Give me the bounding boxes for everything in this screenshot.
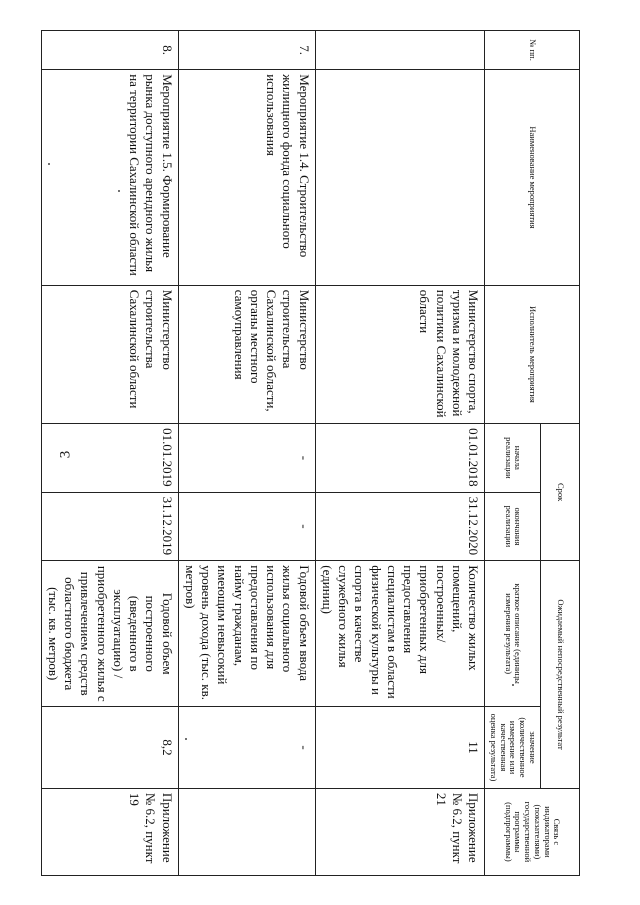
row-desc: Годовой объем построенного (введенного в эксплуатацию) /приобретенного жилья с привлечением средств областного бюджета (тыс. кв. метров) <box>41 561 178 707</box>
header-row <box>541 31 580 876</box>
row-end: 31.12.2020 <box>315 492 485 561</box>
row-desc: Годовой объем ввода жилья социального использования для предоставления по найму гражданам, имеющим невысокий уровень дохода (тыс. кв. метров) <box>178 561 315 707</box>
row-start: 01.01.2018 <box>315 424 485 493</box>
row-name <box>315 70 485 286</box>
header-value: значение (количественное измерение или качественная оценка результата) <box>485 707 541 789</box>
header-expected: Ожидаемый непосредственный результат <box>541 561 580 789</box>
row-start: - <box>178 424 315 493</box>
row-name: Мероприятие 1.4. Строительство жилищного фонда социального использования <box>178 70 315 286</box>
events-table <box>41 30 580 876</box>
scan-speck <box>118 190 120 192</box>
row-num <box>315 31 485 70</box>
header-desc: краткое описание (единицы измерения результата) <box>485 561 541 707</box>
row-name: Мероприятие 1.5. Формирование рынка доступного арендного жилья на территории Сахалинской области <box>41 70 178 286</box>
row-end: 31.12.2019 <box>41 492 178 561</box>
header-start: начала реализации <box>485 424 541 493</box>
scan-speck <box>48 163 50 165</box>
rotated-table-wrapper <box>45 30 580 876</box>
row-executor: Министерство строительства Сахалинской области, органы местного самоуправления <box>178 285 315 423</box>
header-name: Наименование мероприятия <box>485 70 580 286</box>
row-link <box>178 788 315 875</box>
header-period: Срок <box>541 424 580 561</box>
header-executor: Исполнитель мероприятия <box>485 285 580 423</box>
header-end: окончания реализации <box>485 492 541 561</box>
row-executor: Министерство спорта, туризма и молодежной политики Сахалинской области <box>315 285 485 423</box>
page-number: 3 <box>57 450 74 459</box>
row-value: 11 <box>315 707 485 789</box>
table-row <box>41 31 178 876</box>
row-start: 01.01.2019 <box>41 424 178 493</box>
row-desc: Количество жилых помещений, построенных/приобретенных для предоставления специалистам в области физической культуры и спорта в качестве служебного жилья (единиц) <box>315 561 485 707</box>
row-value: 8,2 <box>41 707 178 789</box>
row-value: - <box>178 707 315 789</box>
row-executor: Министерство строительства Сахалинской области <box>41 285 178 423</box>
table-row <box>315 31 485 876</box>
row-end: - <box>178 492 315 561</box>
header-num: № пп. <box>485 31 580 70</box>
row-num: 7. <box>178 31 315 70</box>
table-row <box>178 31 315 876</box>
row-num: 8. <box>41 31 178 70</box>
row-link: Приложение № 6.2, пункт 21 <box>315 788 485 875</box>
row-link: Приложение № 6.2, пункт 19 <box>41 788 178 875</box>
scan-speck <box>185 738 187 740</box>
scan-speck <box>512 684 514 686</box>
header-link: Связь с индикаторами (показателями) государственной программы (подпрограммы) <box>485 788 580 875</box>
